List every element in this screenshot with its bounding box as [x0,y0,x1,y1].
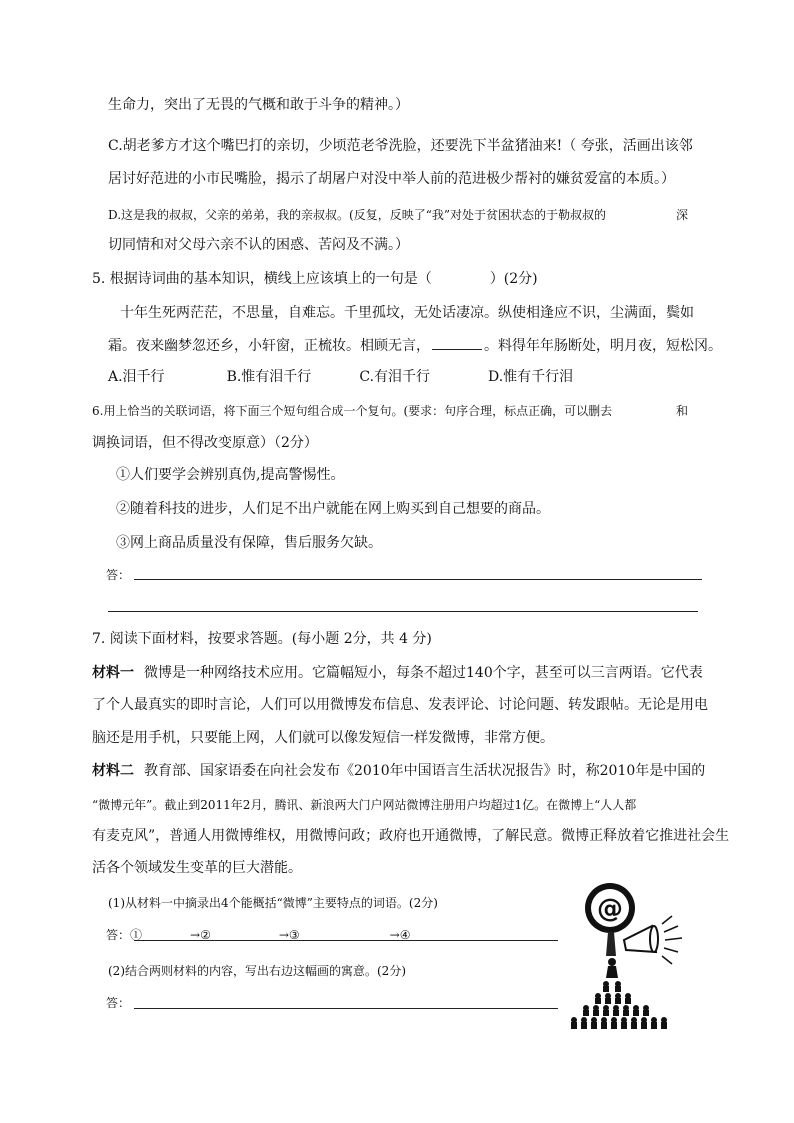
q7-sub1-answer-1: 答：① [106,928,143,942]
q6-answer-line-1[interactable] [134,579,702,580]
q7-material2-line4: 活各个领域发生变革的巨大潜能。 [92,860,302,876]
q6-item-2: ②随着科技的进步，人们足不出户就能在网上购买到自己想要的商品。 [116,501,550,517]
q5-poem-line1: 十年生死两茫茫，不思量，自难忘。千里孤坟，无处话凄凉。纵使相逢应不识，尘满面，鬓如 [120,305,694,321]
q5-option-c[interactable]: C.有泪千行 [359,369,430,385]
q5-stem [92,270,538,288]
q7-sub2-question: (2)结合两则材料的内容，写出右边这幅画的寓意。(2分) [108,964,406,978]
q6-answer-line-2[interactable] [108,611,698,612]
q7-stem: 7. 阅读下面材料，按要求答题。(每小题 2分，共 4 分) [92,631,432,647]
weibo-megaphone-illustration [568,880,694,1030]
sound-waves-icon [662,916,682,964]
q7-sub1-answer-3: →③ [278,928,300,942]
q7-material1-label: 材料一 [92,665,134,681]
q5-option-a[interactable]: A.泪千行 [108,369,165,385]
q7-material2-label: 材料二 [92,763,134,779]
q7-material2-line3: 有麦克风”，普通人用微博维权，用微博问政；政府也开通微博，了解民意。微博正释放着它推进社会生 [92,828,730,844]
at-sign-icon: @ [597,894,623,924]
q7-material2-line2: “微博元年”。截止到2011年2月，腾讯、新浪两大门户网站微博注册用户均超过1亿。在微博上“人人都 [92,798,637,812]
q7-sub1-answer-line[interactable] [134,940,558,941]
q6-stem-line1: 6.用上恰当的关联词语，将下面三个短句组合成一个复句。(要求：句序合理，标点正确，可以删去 [92,404,613,418]
option-d-line2: 切同情和对父母六亲不认的困惑、苦闷及不满。） [108,237,409,253]
q5-stem-end: ）(2分) [489,271,538,287]
q5-option-d[interactable]: D.惟有千行泪 [487,369,574,385]
q7-material1-line2: 了个人最真实的即时言论，人们可以用微博发布信息、发表评论、讨论问题、转发跟帖。无论是用电 [92,697,708,713]
crowd-pyramid-icon [571,981,667,1029]
q7-material2-line1 [92,762,705,780]
q7-sub1-question: (1)从材料一中摘录出4个能概括“微博”主要特点的词语。(2分) [108,896,438,910]
q6-stem-line1-tail: 和 [676,404,689,418]
q5-options [108,368,573,386]
q5-fill-blank[interactable] [432,335,482,350]
q6-item-1: ①人们要学会辨别真伪,提高警惕性。 [116,467,345,483]
q5-stem-text: 5. 根据诗词曲的基本知识，横线上应该填上的一句是（ [92,271,432,287]
q7-sub1-answer [106,926,410,944]
q7-sub2-answer-line[interactable] [134,1008,558,1009]
q5-option-b[interactable]: B.惟有泪千行 [226,369,312,385]
q7-sub2-answer-label: 答： [106,996,131,1010]
option-d-line1-tail: 深 [676,208,689,222]
option-c-line2: 居讨好范进的小市民嘴脸，揭示了胡屠户对没中举人前的范进极少帮衬的嫌贫爱富的本质。） [108,171,675,187]
q6-answer-label: 答： [106,568,131,582]
q7-sub1-answer-2: →② [190,928,211,942]
q7-material1-line3: 脑还是用手机，只要能上网，人们就可以像发短信一样发微博，非常方便。 [92,730,554,746]
q5-poem-part-b: 。料得年年肠断处，明月夜，短松冈。 [484,338,722,354]
text-line: 生命力，突出了无畏的气概和敢于斗争的精神。） [108,97,409,113]
q5-poem-part-a: 霜。夜来幽梦忽还乡，小轩窗，正梳妆。相顾无言， [108,338,430,354]
option-c-line1: C.胡老爹方才这个嘴巴打的亲切，少顷范老爷洗脸，还要洗下半盆猪油来!（ 夸张，活画出该邻 [108,138,693,154]
option-d-line1: D.这是我的叔叔，父亲的弟弟，我的亲叔叔。(反复，反映了“我”对处于贫困状态的于勒叔叔的 [108,208,606,222]
q7-material2-text1: 教育部、国家语委在向社会发布《2010年中国语言生活状况报告》时，称2010年是中国的 [144,763,706,779]
q7-material1-line1 [92,664,703,682]
q7-sub1-answer-4: →④ [389,928,411,942]
q6-stem-line2: 调换词语，但不得改变原意）（2分） [92,435,318,451]
q6-item-3: ③网上商品质量没有保障，售后服务欠缺。 [116,535,382,551]
q5-poem-line2 [108,335,722,355]
q7-material1-text1: 微博是一种网络技术应用。它篇幅短小，每条不超过140个字，甚至可以三言两语。它代表 [144,665,703,681]
